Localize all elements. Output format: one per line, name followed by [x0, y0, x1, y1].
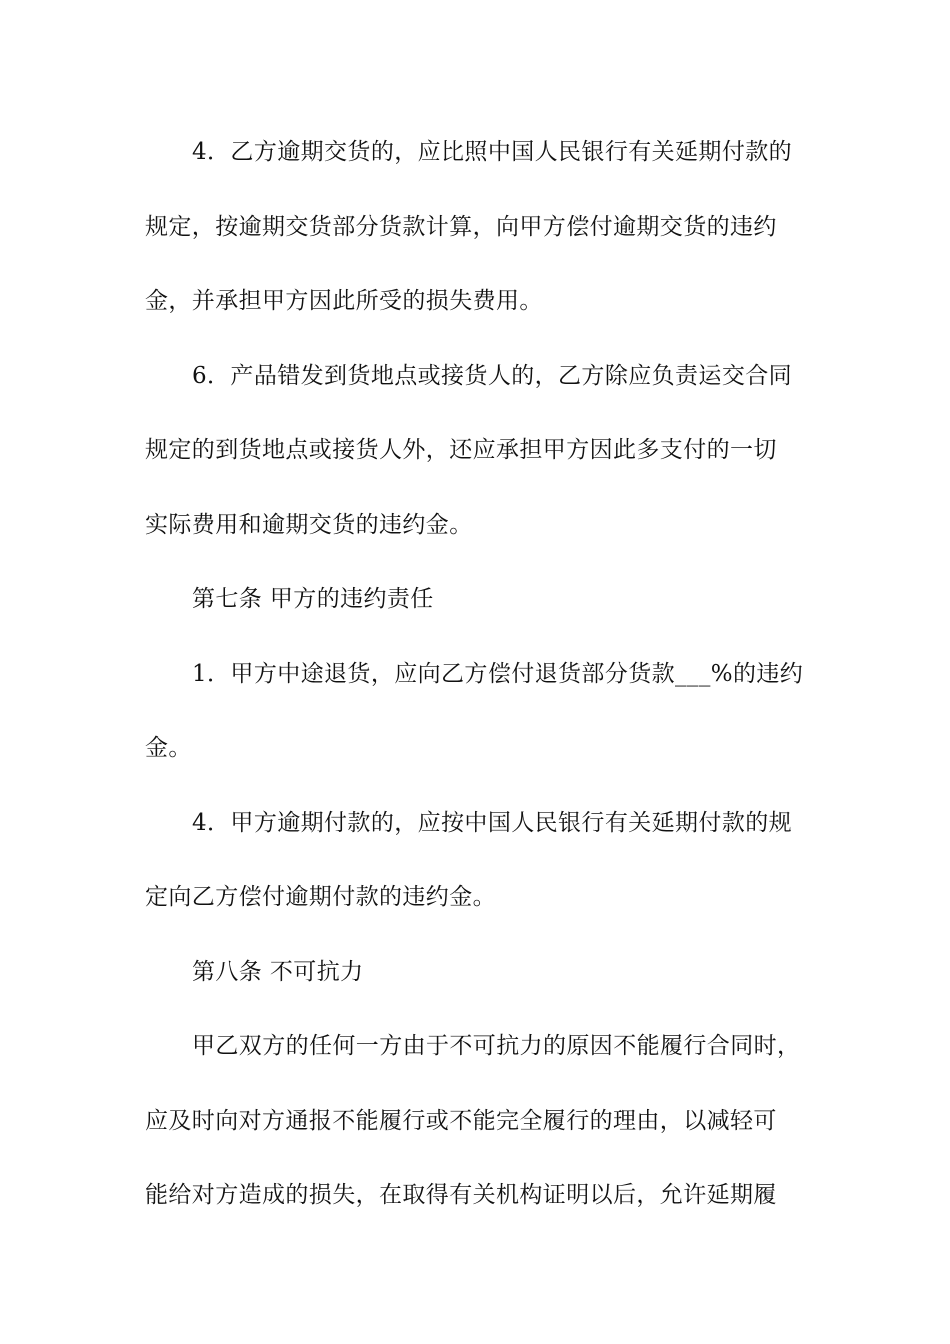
paragraph-line: 金，并承担甲方因此所受的损失费用。 — [145, 288, 543, 314]
paragraph-line: 1．甲方中途退货，应向乙方偿付退货部分货款___%的违约 — [192, 660, 804, 687]
paragraph-line: 应及时向对方通报不能履行或不能完全履行的理由，以减轻可 — [145, 1107, 777, 1134]
paragraph-line: 实际费用和逾期交货的违约金。 — [145, 511, 473, 538]
paragraph-line: 能给对方造成的损失，在取得有关机构证明以后，允许延期履 — [145, 1182, 777, 1208]
paragraph-line: 金。 — [145, 735, 192, 761]
document-body — [145, 115, 810, 1233]
paragraph-line: 4．乙方逾期交货的，应比照中国人民银行有关延期付款的 — [192, 139, 793, 165]
section-heading: 第八条 不可抗力 — [192, 958, 364, 985]
section-heading: 第七条 甲方的违约责任 — [192, 586, 434, 612]
paragraph-line: 定向乙方偿付逾期付款的违约金。 — [145, 884, 496, 910]
paragraph-line: 6．产品错发到货地点或接货人的，乙方除应负责运交合同 — [192, 362, 793, 389]
paragraph-line: 甲乙双方的任何一方由于不可抗力的原因不能履行合同时， — [192, 1033, 801, 1059]
paragraph-line: 规定的到货地点或接货人外，还应承担甲方因此多支付的一切 — [145, 437, 777, 463]
paragraph-line: 4．甲方逾期付款的，应按中国人民银行有关延期付款的规 — [192, 809, 793, 836]
paragraph-line: 规定，按逾期交货部分货款计算，向甲方偿付逾期交货的违约 — [145, 213, 777, 240]
